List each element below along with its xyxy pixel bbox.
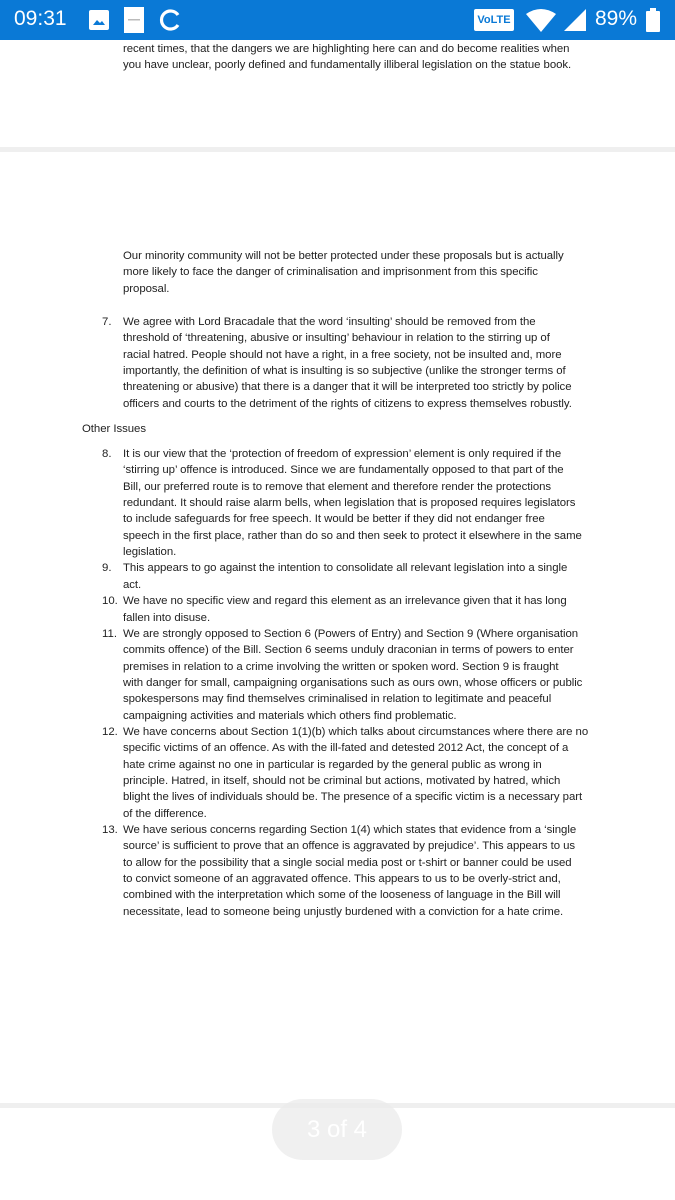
list-item-line: blight the lives of individuals should be. The presence of a specific victim is a necessary part [123,791,583,804]
list-item-line: importantly, the definition of what is insulting is so subjective (unlike the stronger terms of [123,365,566,378]
list-item-line: combined with the interpretation which some of the looseness of language in the Bill will [123,889,561,902]
list-item-line: speech in the first place, rather than do so and then seek to protect it elsewhere in the same [123,529,582,542]
list-item-line: We have concerns about Section 1(1)(b) which talks about circumstances where there are no [123,725,589,738]
battery-percent: 89% [595,7,638,30]
sync-icon [159,8,183,32]
list-number: 10. [102,595,118,608]
list-item-line: campaigning activities and materials which others find problematic. [123,709,457,722]
list-item-line: We are strongly opposed to Section 6 (Powers of Entry) and Section 9 (Where organisation [123,627,579,640]
list-item-line: This appears to go against the intention to consolidate all relevant legislation into a single [123,562,568,575]
list-item-line: We agree with Lord Bracadale that the word ‘insulting’ should be removed from the [123,316,536,328]
battery-icon [646,8,660,32]
list-item-line: racial hatred. People should not have a right, in a free society, not be insulted and, more [123,348,562,361]
list-number: 9. [102,562,112,575]
paragraph-line: Our minority community will not be better protected under these proposals but is actually [123,250,564,262]
list-item-line: to include safeguards for free speech. It would be better if they did not endanger free [123,513,545,526]
list-number: 11. [102,627,117,640]
list-item-line: hate crime against no one in particular is regarded by the general public as wrong in [123,758,542,771]
list-item-line: specific victims of an offence. As with the ill-fated and detested 2012 Act, the concept of a [123,742,569,755]
paragraph-line: recent times, that the dangers we are highlighting here can and do become realities when [123,43,570,55]
volte-icon: VoLTE [474,9,514,31]
list-item-line: ‘stirring up’ offence is introduced. Since we are fundamentally opposed to that part of the [123,464,564,477]
list-item-line: We have no specific view and regard this element as an irrelevance given that it has long [123,595,567,608]
status-time: 09:31 [14,7,67,30]
list-item-line: redundant. It should raise alarm bells, when legislation that is proposed requires legislators [123,497,576,510]
list-number: 13. [102,824,118,837]
pdf-page-2 [0,40,675,147]
paragraph-line: more likely to face the danger of criminalisation and imprisonment from this specific [123,266,538,279]
list-item-line: premises in relation to a crime involving the written or spoken word. Section 9 is fraught [123,660,559,673]
list-item-line: to allow for the possibility that a single social media post or t-shirt or banner could be used [123,856,572,869]
list-item-line: threatening or abusive) that there is a danger that it will be interpreted too strictly by police [123,381,572,394]
page-indicator: 3 of 4 [272,1099,402,1160]
list-item-line: commits offence) of the Bill. Section 6 seems unduly draconian in terms of powers to enter [123,644,574,657]
list-item-line: of the difference. [123,807,207,820]
list-item-line: necessitate, lead to someone being unjustly burdened with a conviction for a hate crime. [123,905,564,918]
section-heading: Other Issues [82,423,146,435]
list-item-line: spokespersons may find themselves criminalised in relation to legitimate and peaceful [123,693,552,706]
image-icon [89,10,109,30]
list-number: 7. [102,316,112,328]
list-item-line: Bill, our preferred route is to remove that element and therefore render the protections [123,480,552,493]
list-item-line: legislation. [123,546,177,559]
signal-icon [562,8,588,32]
list-item-line: act. [123,578,142,591]
status-bar [0,0,675,40]
paragraph-line: proposal. [123,282,170,295]
list-item-line: officers and courts to the detriment of the rights of citizens to express themselves robustly. [123,397,572,410]
list-item-line: with danger for small, campaigning organisations such as ours own, whose officers or public [123,676,583,689]
paragraph-line: you have unclear, poorly defined and fundamentally illiberal legislation on the statue book. [123,59,572,72]
list-item-line: threshold of ‘threatening, abusive or insulting’ behaviour in relation to the stirring up of [123,332,550,345]
wifi-icon [524,8,558,34]
app-thumbnail-icon [124,7,144,33]
list-number: 8. [102,448,112,460]
list-item-line: to convict someone of an aggravated offence. This appears to us to be overly-strict and, [123,873,561,886]
list-number: 12. [102,725,118,738]
list-item-line: It is our view that the ‘protection of freedom of expression’ element is only required if the [123,448,562,460]
list-item-line: fallen into disuse. [123,611,211,624]
list-item-line: We have serious concerns regarding Section 1(4) which states that evidence from a ‘single [123,824,577,837]
list-item-line: principle. Hatred, in itself, should not be criminal but actions, motivated by hatred, which [123,775,561,787]
list-item-line: source’ is sufficient to prove that an offence is aggravated by prejudice’. This appears to us [123,840,576,853]
